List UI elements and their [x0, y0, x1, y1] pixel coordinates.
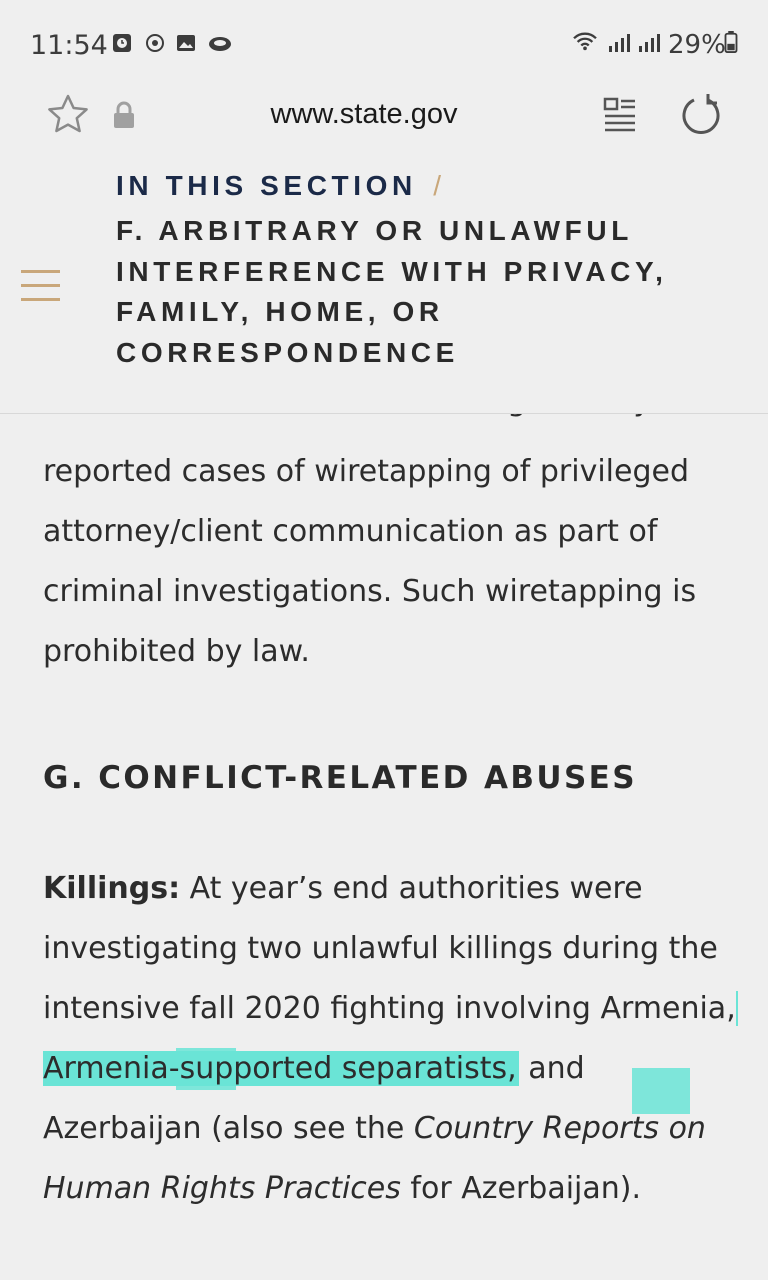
current-section-title[interactable]: F. ARBITRARY OR UNLAWFUL INTERFERENCE WITH PRIVACY, FAMILY, HOME, OR CORRESPONDENCE	[116, 215, 668, 368]
killings-label: Killings:	[43, 871, 181, 906]
killings-text-a: At year’s end authorities were investigating two unlawful killings during the intensive fall 2020 fighting involving Armenia,	[43, 871, 736, 1026]
gallery-notification-icon	[175, 32, 197, 54]
highlighted-text[interactable]: Armenia-supported separatists,	[43, 991, 738, 1086]
article-body	[0, 380, 768, 1280]
signal-icon	[606, 32, 630, 54]
url-text[interactable]: www.state.gov	[270, 98, 458, 130]
breadcrumb-separator: /	[433, 170, 446, 201]
browser-toolbar	[0, 86, 768, 148]
reload-icon[interactable]	[678, 92, 722, 136]
battery-level: 29%	[668, 30, 726, 60]
status-time: 11:54	[30, 30, 108, 61]
killings-text-c: for Azerbaijan).	[400, 1171, 642, 1206]
status-bar	[0, 0, 768, 86]
target-notification-icon	[144, 32, 166, 54]
report-title[interactable]: Country Reports on Human Rights Practices	[43, 1111, 706, 1206]
cloud-notification-icon	[207, 32, 233, 54]
breadcrumb[interactable]	[116, 170, 446, 202]
paragraph-killings	[43, 859, 743, 1219]
menu-icon[interactable]	[21, 270, 60, 302]
reader-mode-icon[interactable]	[603, 96, 637, 132]
signal-icon-2	[636, 32, 660, 54]
section-heading: G. CONFLICT-RELATED ABUSES	[43, 760, 637, 796]
breadcrumb-label: IN THIS SECTION	[116, 170, 417, 201]
clock-notification-icon	[111, 32, 133, 54]
section-navigation	[0, 148, 768, 414]
battery-icon	[724, 31, 738, 53]
wifi-icon	[570, 30, 600, 52]
paragraph-wiretapping: reported cases of wiretapping of privileged attorney/client communication as part of criminal investigations. Such wiretapping is prohibited by law.	[43, 454, 697, 669]
killings-text-b: and Azerbaijan (also see the	[43, 1051, 585, 1146]
